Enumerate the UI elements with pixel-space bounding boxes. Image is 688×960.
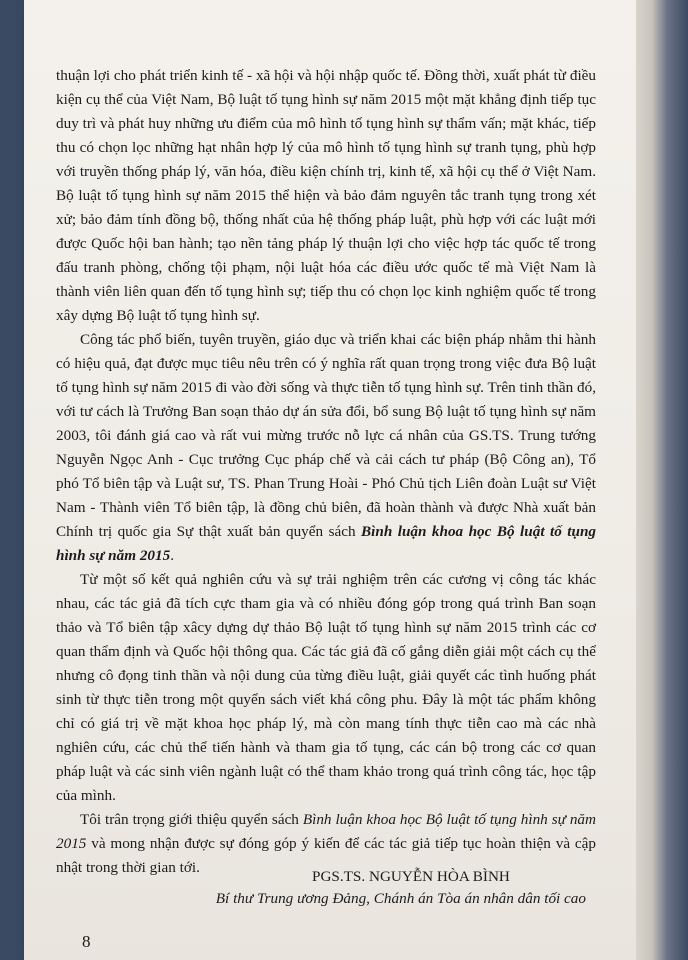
paragraph	[56, 568, 596, 808]
page-number: 8	[82, 932, 91, 951]
body-text	[56, 64, 596, 880]
book-title-emphasis: Bình luận khoa học Bộ luật tố tụng hình sự năm 2015	[56, 523, 596, 564]
paragraph-text: Công tác phổ biến, tuyên truyền, giáo dục và triển khai các biện pháp nhằm thi hành có hiệu quả, đạt được mục tiêu nêu trên có ý nghĩa rất quan trọng trong việc đưa Bộ luật tố tụng hình sự năm 2015 đi vào đời sống và thực tiễn tố tụng hình sự. Trên tinh thần đó, với tư cách là Trưởng Ban soạn thảo dự án sửa đổi, bổ sung Bộ luật tố tụng hình sự năm 2003, tôi đánh giá cao và rất vui mừng trước nỗ lực cá nhân của GS.TS. Trung tướng Nguyễn Ngọc Anh - Cục trưởng Cục pháp chế và cải cách tư pháp (Bộ Công an), Tổ phó Tổ biên tập và Luật sư, TS. Phan Trung Hoài - Phó Chủ tịch Liên đoàn Luật sư Việt Nam - Thành viên Tổ biên tập, là đồng chủ biên, đã hoàn thành và được Nhà xuất bản Chính trị quốc gia Sự thật xuất bản quyển sách	[56, 331, 596, 540]
paragraph-text: thuận lợi cho phát triển kinh tế - xã hội và hội nhập quốc tế. Đồng thời, xuất phát từ điều kiện cụ thể của Việt Nam, Bộ luật tố tụng hình sự năm 2015 một mặt khẳng định tiếp tục duy trì và phát huy những ưu điểm của mô hình tố tụng hình sự thẩm vấn; mặt khác, tiếp thu có chọn lọc những hạt nhân hợp lý của mô hình tố tụng hình sự tranh tụng, phù hợp với truyền thống pháp lý, văn hóa, điều kiện chính trị, kinh tế, xã hội cụ thể ở Việt Nam. Bộ luật tố tụng hình sự năm 2015 thể hiện và bảo đảm nguyên tắc tranh tụng trong xét xử; bảo đảm tính đồng bộ, thống nhất của hệ thống pháp luật, phù hợp với các luật mới được Quốc hội ban hành; tạo nền tảng pháp lý thuận lợi cho việc hợp tác quốc tế trong đấu tranh phòng, chống tội phạm, nội luật hóa các điều ước quốc tế mà Việt Nam là thành viên liên quan đến tố tụng hình sự; tiếp thu có chọn lọc kinh nghiệm quốc tế trong xây dựng Bộ luật tố tụng hình sự.	[56, 67, 596, 324]
signature-name: PGS.TS. NGUYỄN HÒA BÌNH	[312, 868, 510, 885]
paragraph-text: .	[170, 547, 174, 564]
paragraph	[56, 328, 596, 568]
book-edge	[636, 0, 688, 960]
book-title-italic: Bình luận khoa học Bộ luật tố tụng hình sự năm 2015	[56, 811, 596, 852]
paragraph-text: và mong nhận được sự đóng góp ý kiến để các tác giả tiếp tục hoàn thiện và cập nhật trong thời gian tới.	[56, 835, 596, 876]
paragraph-text: Tôi trân trọng giới thiệu quyển sách	[80, 811, 303, 828]
signature-title: Bí thư Trung ương Đảng, Chánh án Tòa án nhân dân tối cao	[215, 890, 586, 907]
paragraph-text: Từ một số kết quả nghiên cứu và sự trải nghiệm trên các cương vị công tác khác nhau, các tác giả đã tích cực tham gia và có nhiều đóng góp trong quá trình Ban soạn thảo và Tổ biên tập xâcy dựng dự thảo Bộ luật tố tụng hình sự năm 2015 trình các cơ quan thẩm định và Quốc hội thông qua. Các tác giả đã cố gắng diễn giải một cách cụ thể nhưng cô đọng tinh thần và nội dung của từng điều luật, giải quyết các tình huống phát sinh từ thực tiễn trong một quyển sách viết khá công phu. Đây là một tác phẩm không chỉ có giá trị về mặt khoa học pháp lý, mà còn mang tính thực tiễn cao mà các nhà nghiên cứu, các chủ thể tiến hành và tham gia tố tụng, các cán bộ trong các cơ quan pháp luật và các sinh viên ngành luật có thể tham khảo trong quá trình công tác, học tập của mình.	[56, 571, 596, 804]
paragraph	[56, 64, 596, 328]
